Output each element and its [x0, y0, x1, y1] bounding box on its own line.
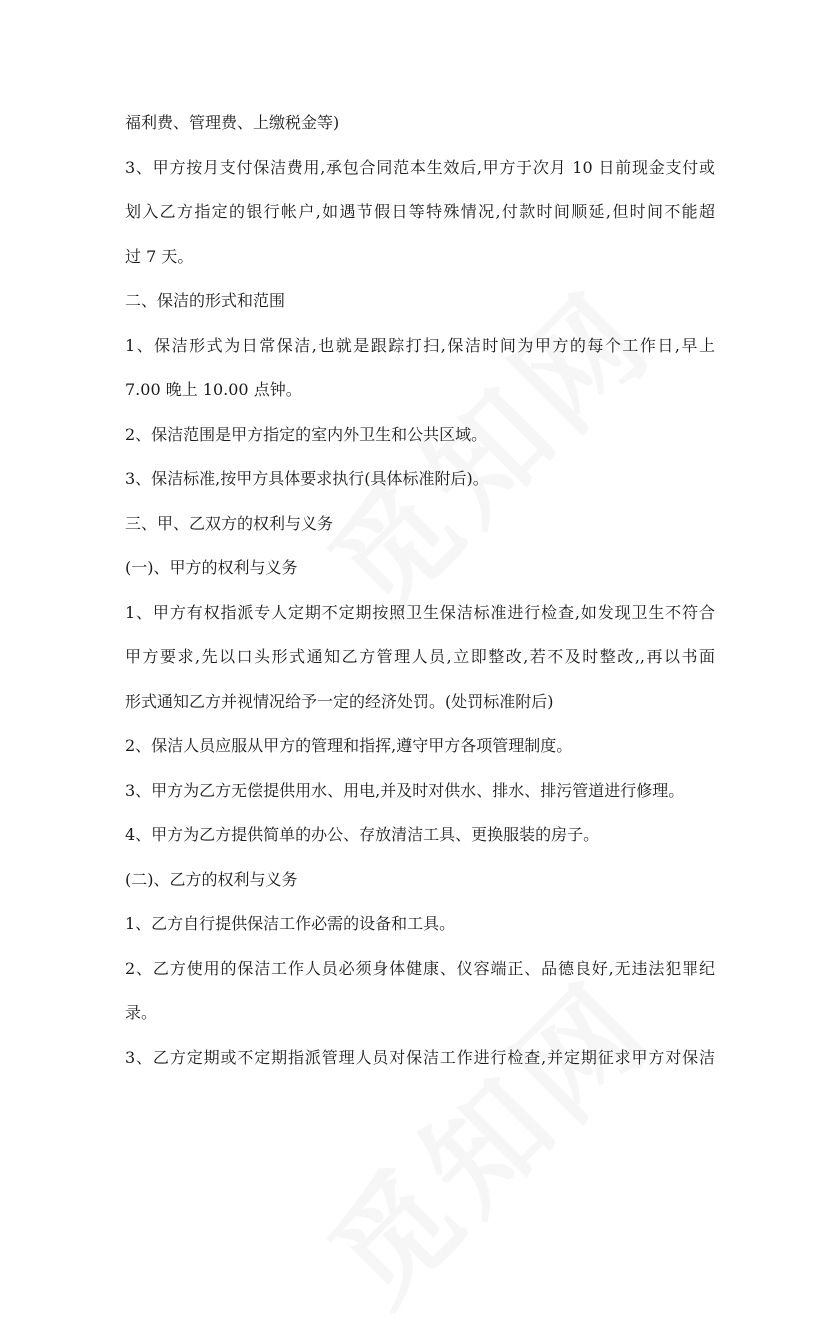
- paragraph-line: 1、乙方自行提供保洁工作必需的设备和工具。: [125, 914, 456, 933]
- subsection-heading: (一)、甲方的权利与义务: [125, 558, 298, 577]
- paragraph-line: 3、保洁标准,按甲方具体要求执行(具体标准附后)。: [125, 469, 489, 488]
- paragraph-line: 划入乙方指定的银行帐户,如遇节假日等特殊情况,付款时间顺延,但时间不能超: [125, 202, 715, 221]
- paragraph-line: 2、保洁人员应服从甲方的管理和指挥,遵守甲方各项管理制度。: [125, 736, 573, 755]
- section-heading: 二、保洁的形式和范围: [125, 291, 286, 310]
- paragraph-line: 3、甲方为乙方无偿提供用水、用电,并及时对供水、排水、排污管道进行修理。: [125, 780, 685, 800]
- section-heading: 三、甲、乙双方的权利与义务: [125, 513, 334, 533]
- paragraph-line: 形式通知乙方并视情况给予一定的经济处罚。(处罚标准附后): [125, 691, 554, 711]
- paragraph-line: 2、乙方使用的保洁工作人员必须身体健康、仪容端正、品德良好,无违法犯罪纪: [125, 958, 715, 978]
- paragraph-line: 3、乙方定期或不定期指派管理人员对保洁工作进行检查,并定期征求甲方对保洁: [125, 1047, 715, 1067]
- paragraph-line: 3、甲方按月支付保洁费用,承包合同范本生效后,甲方于次月 10 日前现金支付或: [125, 157, 715, 177]
- paragraph-line: 2、保洁范围是甲方指定的室内外卫生和公共区域。: [125, 424, 488, 444]
- document-body: [125, 101, 715, 1080]
- paragraph-line: 7.00 晚上 10.00 点钟。: [125, 380, 302, 399]
- paragraph-line: 录。: [125, 1003, 158, 1022]
- paragraph-line: 过 7 天。: [125, 246, 194, 266]
- paragraph-line: 福利费、管理费、上缴税金等): [125, 113, 340, 132]
- paragraph-line: 1、保洁形式为日常保洁,也就是跟踪打扫,保洁时间为甲方的每个工作日,早上: [125, 335, 715, 355]
- paragraph-line: 甲方要求,先以口头形式通知乙方管理人员,立即整改,若不及时整改,,再以书面: [125, 647, 715, 666]
- paragraph-line: 1、甲方有权指派专人定期不定期按照卫生保洁标准进行检查,如发现卫生不符合: [125, 602, 715, 622]
- paragraph-line: 4、甲方为乙方提供简单的办公、存放清洁工具、更换服装的房子。: [125, 825, 600, 844]
- subsection-heading: (二)、乙方的权利与义务: [125, 869, 298, 889]
